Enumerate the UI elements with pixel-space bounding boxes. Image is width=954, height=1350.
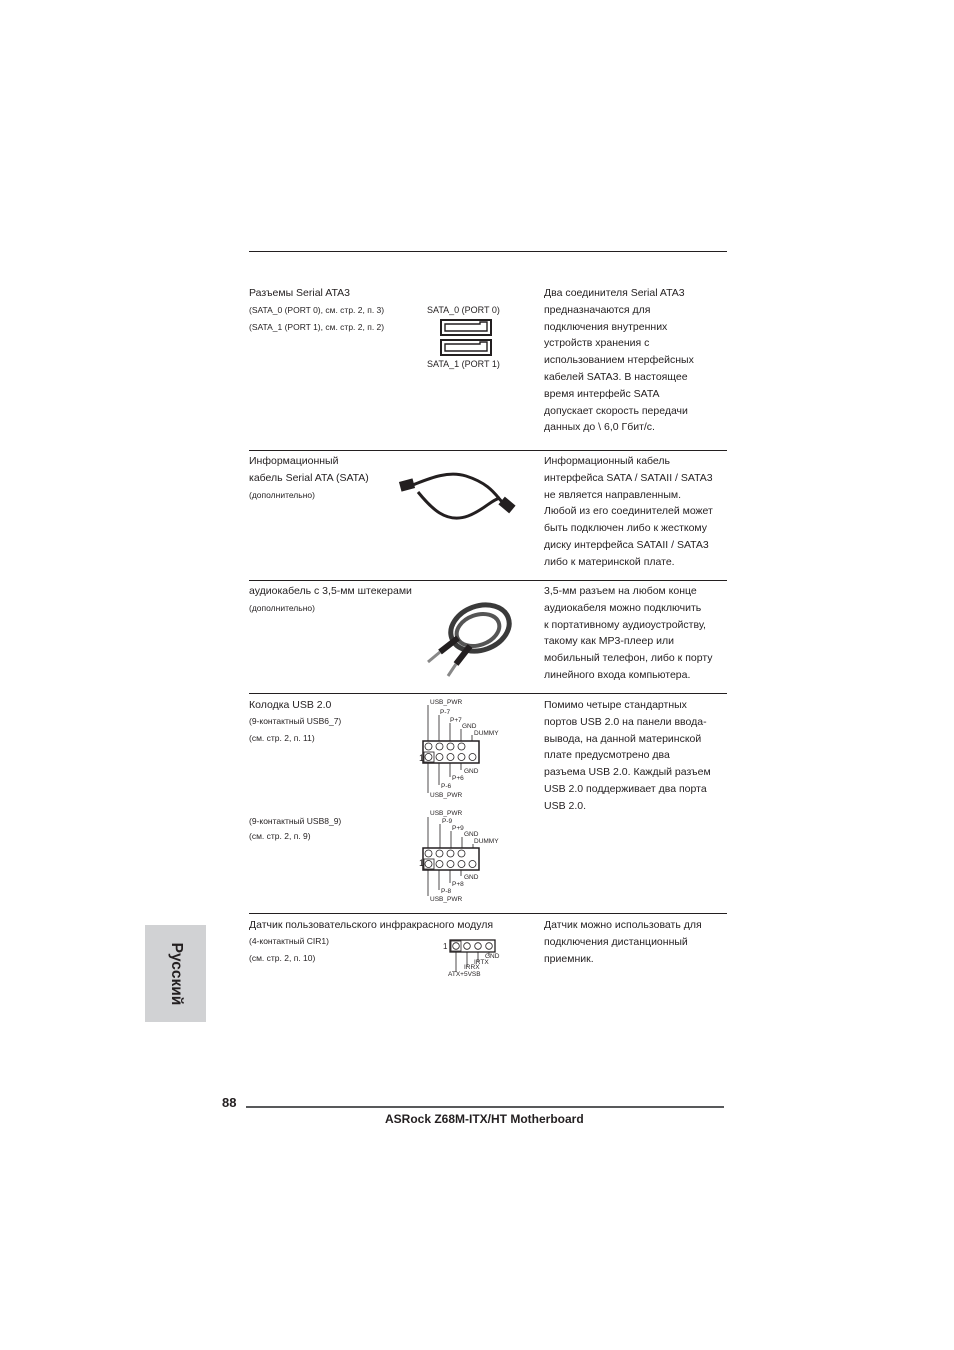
usb-title: Колодка USB 2.0: [249, 699, 332, 711]
top-rule: [249, 251, 727, 252]
desc-line: подключения дистанционный: [544, 935, 688, 948]
desc-line: такому как MP3-плеер или: [544, 635, 674, 648]
sata3-port1-label: SATA_1 (PORT 1): [427, 359, 500, 369]
desc-line: приемник.: [544, 952, 594, 965]
pin-label: USB_PWR: [430, 810, 463, 817]
audio-cable-optional: (дополнительно): [249, 603, 315, 613]
pin-label: GND: [464, 768, 479, 775]
language-side-tab-label: Русский: [167, 942, 185, 1005]
desc-line: кабелей SATA3. В настоящее: [544, 370, 688, 383]
usb-header-diagram-2: [418, 808, 508, 904]
language-side-tab: [145, 925, 206, 1022]
sata3-title: Разъемы Serial ATA3: [249, 287, 350, 299]
audio-cable-image: [418, 598, 518, 680]
desc-line: диску интерфейса SATAII / SATA3: [544, 538, 709, 551]
usb-sub3: (9-контактный USB8_9): [249, 816, 342, 826]
desc-line: быть подключен либо к жесткому: [544, 522, 708, 535]
pin-label: P+6: [452, 775, 464, 782]
pin-label: P+7: [450, 717, 462, 724]
desc-line: время интерфейс SATA: [544, 387, 660, 400]
sata-cable-image: [396, 466, 524, 528]
pin-label: P-6: [441, 783, 452, 790]
desc-line: линейного входа компьютера.: [544, 668, 691, 681]
pin-label: P-9: [442, 818, 453, 825]
desc-line: к портативному аудиоустройству,: [544, 618, 706, 631]
desc-line: Информационный кабель: [544, 455, 671, 467]
pin-label: DUMMY: [474, 838, 499, 845]
desc-line: аудиокабеля можно подключить: [544, 601, 702, 614]
sata-cable-title1: Информационный: [249, 455, 339, 467]
desc-line: не является направленным.: [544, 488, 682, 501]
desc-line: Помимо четыре стандартных: [544, 699, 687, 711]
desc-line: плате предусмотрено два: [544, 749, 670, 762]
desc-line: мобильный телефон, либо к порту: [544, 652, 713, 665]
pin-one-marker: 1: [419, 858, 425, 868]
pin-label: P+8: [452, 881, 464, 888]
desc-line: Два соединителя Serial ATA3: [544, 287, 685, 299]
sata-cable-description: [544, 453, 734, 571]
pin-label: USB_PWR: [430, 896, 463, 903]
desc-line: предназначаются для: [544, 303, 651, 316]
pin-label: GND: [485, 953, 500, 960]
pin-label: DUMMY: [474, 730, 499, 737]
cir-title: Датчик пользовательского инфракрасного модуля: [249, 919, 494, 931]
footer-rule: [246, 1106, 724, 1108]
sata3-description: [544, 285, 734, 436]
sata3-sub1: (SATA_0 (PORT 0), см. стр. 2, п. 3): [249, 305, 385, 315]
cir-header-diagram: [442, 938, 512, 980]
desc-line: вывода, на данной материнской: [544, 732, 702, 745]
usb-description: [544, 697, 734, 815]
pin-label: IRTX: [474, 959, 489, 966]
pin-label: USB_PWR: [430, 792, 463, 799]
pin-label: IRRX: [464, 964, 480, 971]
sata-connector-icon: [440, 319, 492, 357]
sata-cable-title2: кабель Serial ATA (SATA): [249, 472, 369, 484]
page-number: 88: [222, 1095, 237, 1110]
cir-sub1: (4-контактный CIR1): [249, 936, 329, 946]
desc-line: портов USB 2.0 на панели ввода-: [544, 715, 707, 728]
desc-line: Датчик можно использовать для: [544, 919, 702, 931]
usb-sub2: (см. стр. 2, п. 11): [249, 733, 315, 743]
desc-line: устройств хранения с: [544, 337, 650, 350]
sata-cable-optional: (дополнительно): [249, 490, 315, 500]
pin-one-marker: 1: [443, 942, 448, 951]
sata3-port0-label: SATA_0 (PORT 0): [427, 305, 500, 315]
desc-line: разъема USB 2.0. Каждый разъем: [544, 766, 711, 779]
pin-label: GND: [464, 874, 479, 881]
pin-label: P+9: [452, 825, 464, 832]
audio-cable-title: аудиокабель с 3,5-мм штекерами: [249, 585, 412, 597]
usb-sub1: (9-контактный USB6_7): [249, 716, 342, 726]
desc-line: данных до \ 6,0 Гбит/с.: [544, 421, 655, 434]
section-divider: [249, 450, 727, 451]
pin-label: GND: [464, 831, 479, 838]
cir-sub2: (см. стр. 2, п. 10): [249, 953, 316, 963]
pin-label: USB_PWR: [430, 699, 463, 706]
desc-line: подключения внутренних: [544, 320, 668, 333]
cir-description: [544, 917, 734, 967]
desc-line: интерфейса SATA / SATAII / SATA3: [544, 471, 713, 484]
pin-one-marker: 1: [419, 753, 425, 763]
desc-line: Любой из его соединителей может: [544, 505, 713, 518]
sata3-sub2: (SATA_1 (PORT 1), см. стр. 2, п. 2): [249, 322, 385, 332]
desc-line: 3,5-мм разъем на любом конце: [544, 585, 697, 597]
desc-line: USB 2.0 поддерживает два порта: [544, 782, 707, 795]
desc-line: USB 2.0.: [544, 799, 587, 812]
desc-line: либо к материнской плате.: [544, 555, 675, 568]
pin-label: GND: [462, 723, 477, 730]
desc-line: допускает скорость передачи: [544, 404, 688, 417]
pin-label: ATX+5VSB: [448, 971, 481, 978]
footer-product-name: ASRock Z68M-ITX/HT Motherboard: [385, 1112, 584, 1126]
section-divider: [249, 913, 727, 914]
desc-line: использованием нтерфейсных: [544, 354, 694, 367]
section-divider: [249, 580, 727, 581]
usb-sub4: (см. стр. 2, п. 9): [249, 831, 311, 841]
usb-header-diagram-1: [418, 697, 508, 799]
pin-label: P-8: [441, 888, 452, 895]
audio-cable-description: [544, 583, 734, 684]
pin-label: P-7: [440, 709, 451, 716]
section-divider: [249, 693, 727, 694]
